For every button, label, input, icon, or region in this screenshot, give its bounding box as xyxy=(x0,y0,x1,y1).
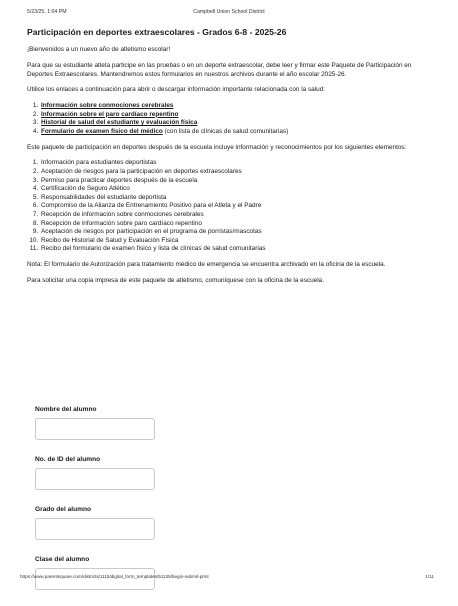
student-grade-input[interactable] xyxy=(35,518,155,540)
student-class-label: Clase del alumno xyxy=(35,556,90,563)
document-body xyxy=(27,27,431,292)
student-grade-label: Grado del alumno xyxy=(35,506,92,513)
list-item: 3. Permiso para practicar deportes después de la escuela xyxy=(40,177,431,186)
list-item: 8. Recepción de información sobre paro cardíaco repentino xyxy=(40,220,431,229)
link-concussion-info[interactable]: Información sobre conmociones cerebrales xyxy=(41,102,174,110)
list-item: 6. Compromiso de la Alianza de Entrenamiento Positivo para el Atleta y el Padre xyxy=(40,202,431,211)
student-id-input[interactable] xyxy=(35,468,155,490)
list-item xyxy=(40,128,431,137)
page-number: 1/11 xyxy=(425,574,434,579)
form-field xyxy=(35,556,175,590)
print-site-name: Campbell Union School District xyxy=(193,9,265,15)
link-cardiac-arrest-info[interactable]: Información sobre el paro cardíaco repentino xyxy=(41,110,179,118)
links-intro: Utilice los enlaces a continuación para abrir o descargar información importante relacionada con la salud: xyxy=(27,86,326,94)
link-suffix: (con lista de clínicas de salud comunitarias) xyxy=(162,127,289,135)
list-item: 2. Aceptación de riesgos para la participación en deportes extraescolares xyxy=(40,168,431,177)
list-item: 7. Recepción de información sobre conmociones cerebrales xyxy=(40,211,431,220)
packet-items-list xyxy=(27,159,431,254)
greeting-text: ¡Bienvenidos a un nuevo año de atletismo escolar! xyxy=(27,46,171,53)
intro-paragraph: Para que su estudiante atleta participe en las pruebas o en un deporte extraescolar, debe leer y firmar este Paquete de Participación en Deportes Extraescolares. Mantendremos estos formularios en nuestros archivos durante el año escolar 2025-26. xyxy=(27,61,412,78)
form-field xyxy=(35,406,175,440)
print-url: https://www.parentsquare.com/districts/1115/digital_form_templates/51135/begin-submit-print xyxy=(20,574,209,579)
student-name-label: Nombre del alumno xyxy=(35,406,97,413)
form-field xyxy=(35,506,175,540)
link-physical-exam-form[interactable]: Formulario de examen físico del médico xyxy=(41,127,163,135)
list-item: 4. Certificación de Seguro Atlético xyxy=(40,185,431,194)
list-item: 11. Recibo del formulario de examen físico y lista de clínicas de salud comunitarias xyxy=(40,245,431,254)
student-name-input[interactable] xyxy=(35,418,155,440)
form-field xyxy=(35,456,175,490)
list-item xyxy=(40,119,431,128)
list-item xyxy=(40,111,431,120)
copy-request-text: Para solicitar una copia impresa de este paquete de atletismo, comuníquese con la oficina de la escuela. xyxy=(27,276,324,284)
health-links-list xyxy=(27,102,431,136)
list-item: 9. Aceptación de riesgos por participación en el programa de porristas/mascotas xyxy=(40,228,431,237)
print-header xyxy=(0,0,458,20)
note-text: Nota: El formulario de Autorización para tratamiento médico de emergencia se encuentra archivado en la oficina de la escuela. xyxy=(27,260,386,268)
list-item: 5. Responsabilidades del estudiante deportista xyxy=(40,194,431,203)
print-datetime: 5/23/25, 1:04 PM xyxy=(27,9,67,15)
list-item: 1. Información para estudiantes deportistas xyxy=(40,159,431,168)
student-class-input[interactable] xyxy=(35,568,155,590)
student-id-label: No. de ID del alumno xyxy=(35,456,101,463)
list-item: 10. Recibo de Historial de Salud y Evaluación Física xyxy=(40,237,431,246)
packet-intro: Este paquete de participación en deportes después de la escuela incluye información y reconocimientos por los siguientes elementos: xyxy=(27,143,407,151)
list-item xyxy=(40,102,431,111)
page-title: Participación en deportes extraescolares - Grados 6-8 - 2025-26 xyxy=(27,27,287,37)
link-health-history[interactable]: Historial de salud del estudiante y evaluación física xyxy=(41,119,198,127)
